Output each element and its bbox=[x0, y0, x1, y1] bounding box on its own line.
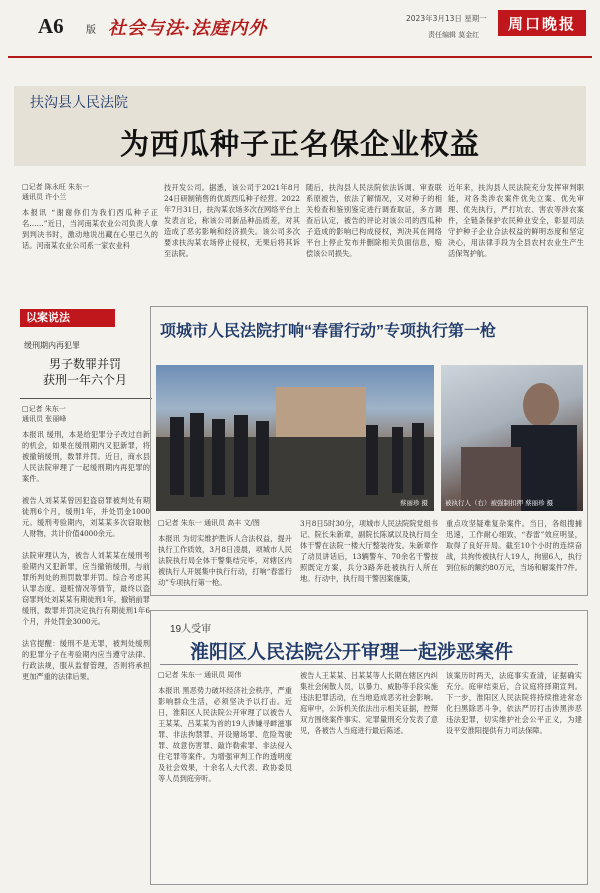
bottom-column-1 bbox=[158, 670, 292, 880]
bottom-kicker: 19人受审 bbox=[170, 624, 212, 635]
mid-text-2: 3月8日5时30分，项城市人民法院院党组书记、院长朱新章，副院长陈斌以及执行局全体干警在法院一楼大厅整装待发。朱新章作了动员讲话后，13辆警车、70余名干警按照既定方案，兵分3路奔赴被执行人所在地。行动中，执行局干警因案施策， bbox=[300, 519, 438, 583]
bottom-rule bbox=[160, 664, 578, 665]
officers-illustration bbox=[156, 365, 434, 511]
mid-headline: 项城市人民法院打响“春雷行动”专项执行第一枪 bbox=[160, 323, 497, 340]
sidebar-header: 以案说法 bbox=[20, 309, 115, 327]
sidebar-text: 本报讯 缓刑，本是给犯罪分子改过自新的机会，如果在缓刑期内又犯新罪，将被撤销缓刑，数罪并罚。近日，商水县人民法院审理了一起缓刑期内再犯罪的案件。 被告人刘某某曾因犯盗窃罪被判处有期徒刑6个月，缓刑1年，并处罚金1000元。缓刑考验期内，刘某某多次窃取他人财物，共计价值4000余元。 法院审理认为，被告人刘某某在缓刑考验期内又犯新罪，应当撤销缓刑，与前罪所判处的刑罚数罪并罚。综合考虑其认罪态度、退赃情况等情节，最终以盗窃罪判处刘某某有期徒刑1年，撤销前罪缓刑，数罪并罚决定执行有期徒刑1年6个月，并处罚金3000元。 法官提醒：缓刑不是无罪，被判处缓刑的犯罪分子在考验期内应当遵守法律、行政法规，服从监督管理，否则将承担更加严重的法律后果。 bbox=[22, 430, 150, 681]
bottom-text-2: 被告人王某某、吕某某等人长期在辖区内纠集社会闲散人员，以暴力、威胁等手段实施违法犯罪活动，在当地造成恶劣社会影响。庭审中，公诉机关依法出示相关证据，控辩双方围绕案件事实、定罪量刑充分发表了意见，各被告人当庭进行最后陈述。 bbox=[300, 671, 438, 735]
bottom-byline: □记者 朱东一 通讯员 周伟 bbox=[158, 671, 242, 679]
photo2-credit: 被执行人（右）被强制扣押 蔡丽珍 摄 bbox=[445, 499, 554, 507]
lead-court-name: 扶沟县人民法院 bbox=[30, 94, 128, 110]
bottom-text-1: 本报讯 黑恶势力破坏经济社会秩序，严重影响群众生活，必须坚决予以打击。近日，淮阳区人民法院公开审理了以被告人王某某、吕某某为首的19人涉嫌寻衅滋事罪、非法拘禁罪、开设赌场罪、危险驾驶罪、故意伤害罪、敲诈勒索罪、非法侵入住宅罪等案件。为增强审判工作的透明度及社会效果，十余名人大代表、政协委员等人员到庭旁听。 bbox=[158, 686, 292, 783]
officer-head bbox=[523, 383, 559, 427]
lead-column-2 bbox=[164, 182, 300, 300]
sidebar-byline: □记者 朱东一 通讯员 张丽峰 bbox=[22, 405, 67, 423]
editors-line: 责任编辑 莫金红 bbox=[428, 31, 480, 39]
mid-column-1 bbox=[158, 518, 292, 592]
lead-byline: □记者 陈永旺 朱东一 通讯员 许小兰 bbox=[22, 183, 90, 201]
page-suffix: 版 bbox=[86, 25, 96, 36]
lead-text-4: 近年来，扶沟县人民法院充分发挥审判职能，对各类涉农案件优先立案、优先审理、优先执行，严打坑农、害农等涉农案件，全链条保护农民种业安全，彰显司法守护种子企业合法权益的鲜明态度和坚定决心，用法律手段为全县农村农业生产生活保驾护航。 bbox=[448, 183, 584, 258]
issue-date: 2023年3月13日 星期一 bbox=[406, 14, 487, 23]
mid-byline: □记者 朱东一 通讯员 高丰 文/图 bbox=[158, 519, 260, 527]
mid-photo-officers bbox=[156, 365, 434, 511]
mid-text-3: 重点攻坚疑难复杂案件。当日，各组搜捕迅速，工作耐心细致，“春雷”效应明显，取得了良好开局。截至10个小时的连续奋战，共拘传被执行人19人，拘留6人，执行到位标的额约80万元，当场和解案件7件。 bbox=[446, 519, 582, 572]
building-shape bbox=[276, 387, 366, 439]
lead-column-1 bbox=[22, 182, 158, 300]
section-title: 社会与法·法庭内外 bbox=[108, 18, 268, 39]
bottom-text-3: 该案历时两天，法庭事实查清，证据确实充分。庭审结束后，合议庭将择期宣判。下一步，淮阳区人民法院将持续推进常态化扫黑除恶斗争，依法严厉打击涉黑涉恶违法犯罪，切实维护社会公平正义，为建设平安淮阳提供有力司法保障。 bbox=[446, 671, 582, 735]
lead-text-1: 本报讯 “谢谢你们为我们西瓜种子正名……”近日，当河南某农业公司负责人拿到判决书时，激动地说出藏在心里已久的话。河南某农业公司系一家农业科 bbox=[22, 208, 158, 250]
mid-column-3 bbox=[446, 518, 582, 592]
sidebar-kicker: 缓刑期内再犯罪 bbox=[24, 341, 80, 350]
lead-column-3 bbox=[306, 182, 442, 300]
masthead bbox=[8, 6, 592, 52]
lead-headline: 为西瓜种子正名保企业权益 bbox=[119, 129, 480, 161]
header-rule bbox=[8, 56, 592, 58]
bottom-headline: 淮阳区人民法院公开审理一起涉恶案件 bbox=[190, 642, 514, 663]
sidebar-column bbox=[22, 404, 150, 886]
lead-column-4 bbox=[448, 182, 584, 300]
lead-text-3: 随后，扶沟县人民法院依法诉调、审查联系原被告，依法了解情况，又对种子的相关检查和鉴别鉴定进行调查取证，多方调查后认定，被告的评论对该公司的西瓜种子造成的影响已构成侵权，判决其在网络平台上停止发布并删除相关负面信息，赔偿该公司损失。 bbox=[306, 183, 442, 258]
mid-text-1: 本报讯 为切实维护胜诉人合法权益，提升执行工作质效，3月8日凌晨，项城市人民法院执行局全体干警集结完毕，对辖区内被执行人开展集中执行行动，打响“春雷行动”专项执行第一枪。 bbox=[158, 534, 292, 587]
page-number: A6 bbox=[38, 14, 64, 38]
sidebar-rule bbox=[20, 398, 152, 399]
bottom-column-2 bbox=[300, 670, 438, 880]
bottom-column-3 bbox=[446, 670, 582, 880]
mid-photo-arrest bbox=[441, 365, 583, 511]
lead-text-2: 技开发公司。据悉，该公司于2021年8月24日研制销售的优质西瓜种子经营。2022年7月31日，扶沟某农场多次在网络平台上发表言论，称该公司新品种品质差，对其造成了恶劣影响和经济损失。该公司多次要求扶沟某农场停止侵权，无果后将其诉至法院。 bbox=[164, 183, 300, 258]
arrest-illustration bbox=[441, 365, 583, 511]
mid-column-2 bbox=[300, 518, 438, 592]
sidebar-title: 男子数罪并罚 获刑一年六个月 bbox=[42, 357, 127, 387]
photo1-credit: 蔡丽珍 摄 bbox=[399, 499, 428, 507]
paper-logo: 周口晚报 bbox=[498, 10, 586, 36]
